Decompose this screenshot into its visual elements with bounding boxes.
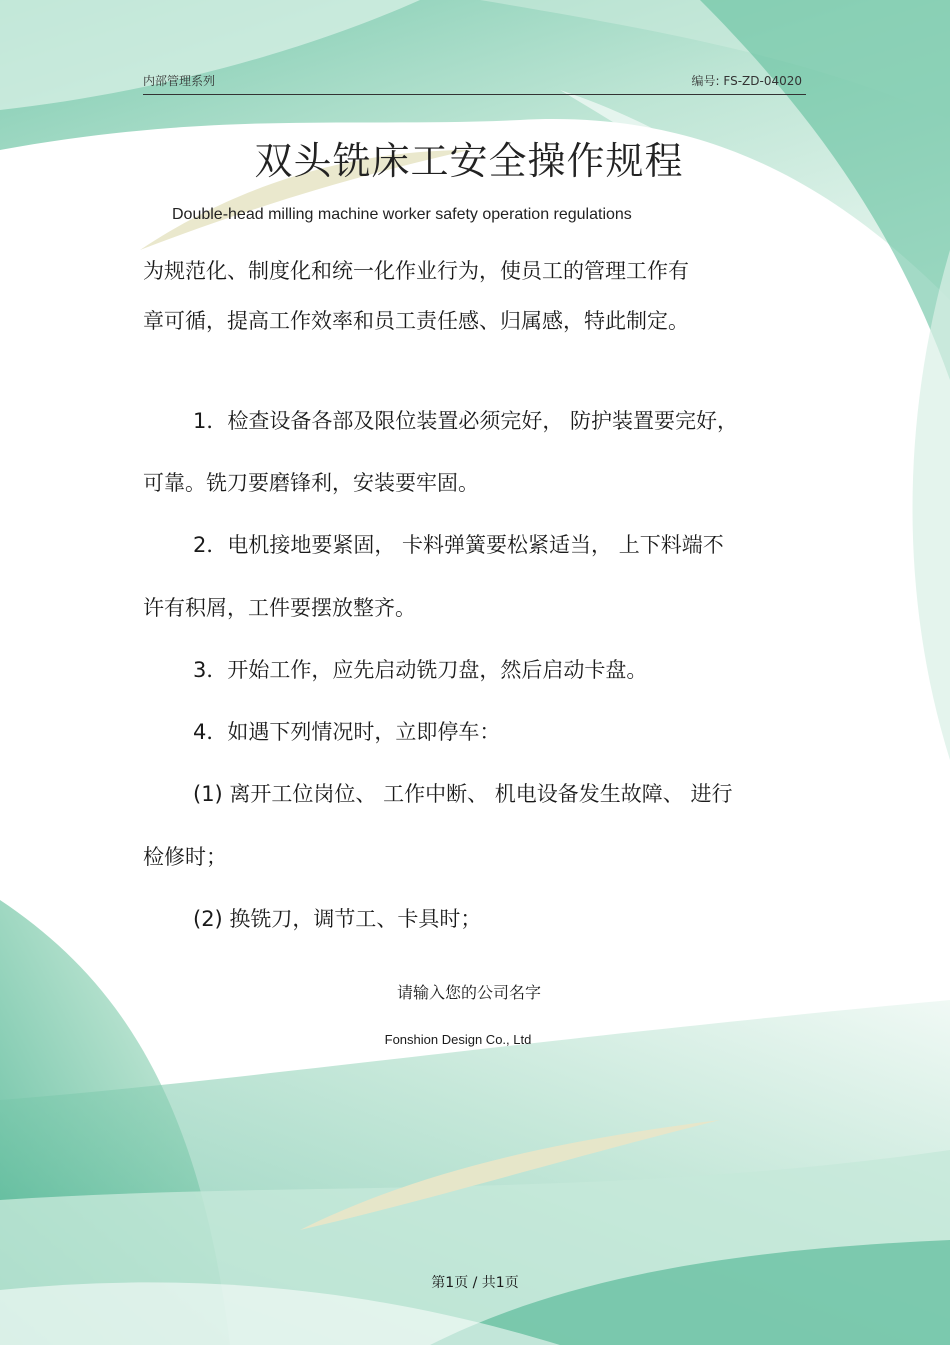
footer-company-name: 请输入您的公司名字 bbox=[396, 983, 541, 1002]
header-doc-number: 编号: FS-ZD-04020 bbox=[691, 74, 802, 88]
item-1-line-2: 可靠。铣刀要磨锋利，安装要牢固。 bbox=[143, 471, 479, 495]
sub-item-1-line-2: 检修时； bbox=[143, 845, 227, 869]
document-title: 双头铣床工安全操作规程 bbox=[254, 139, 684, 183]
sub-item-1-line-1: (1) 离开工位岗位、 工作中断、 机电设备发生故障、 进行 bbox=[193, 782, 733, 806]
sub-item-2: (2) 换铣刀，调节工、卡具时； bbox=[193, 907, 482, 931]
footer-company-name-en: Fonshion Design Co., Ltd bbox=[384, 1032, 532, 1047]
item-4: 4．如遇下列情况时，立即停车： bbox=[193, 720, 501, 744]
document-subtitle: Double-head milling machine worker safety operation regulations bbox=[172, 206, 632, 223]
header-divider bbox=[143, 94, 806, 95]
item-1-line-1: 1．检查设备各部及限位装置必须完好， 防护装置要完好， bbox=[193, 409, 739, 433]
item-2-line-2: 许有积屑，工件要摆放整齐。 bbox=[143, 596, 416, 620]
page-number: 第1页 / 共1页 bbox=[431, 1275, 519, 1291]
intro-line-2: 章可循，提高工作效率和员工责任感、归属感，特此制定。 bbox=[143, 309, 689, 333]
item-2-line-1: 2．电机接地要紧固， 卡料弹簧要松紧适当， 上下料端不 bbox=[193, 533, 724, 557]
header-series: 内部管理系列 bbox=[143, 74, 216, 88]
item-3: 3．开始工作，应先启动铣刀盘，然后启动卡盘。 bbox=[193, 658, 648, 682]
intro-line-1: 为规范化、制度化和统一化作业行为，使员工的管理工作有 bbox=[143, 259, 689, 283]
